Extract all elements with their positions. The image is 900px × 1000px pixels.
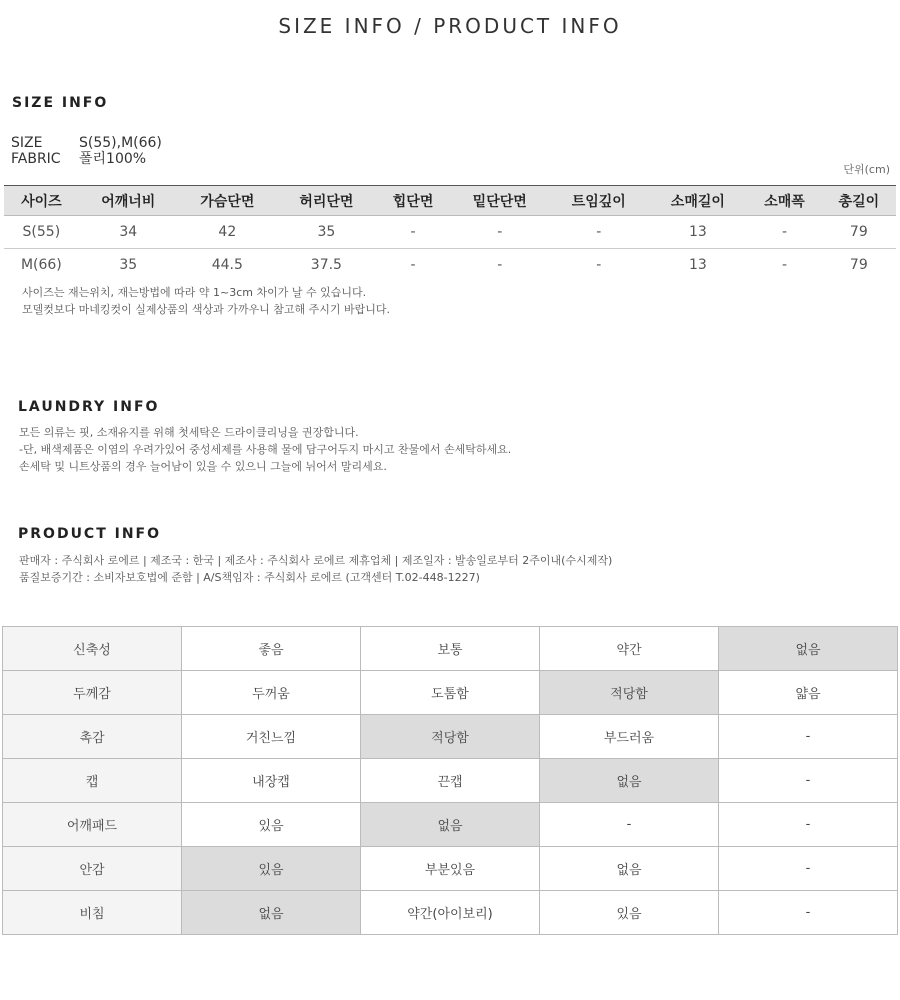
table-row xyxy=(4,216,896,249)
table-cell: 79 xyxy=(849,257,868,273)
laundry-line: -단, 배색제품은 이염의 우려가있어 중성세제를 사용해 물에 담구어두지 마시고 찬물에서 손세탁하세요. xyxy=(19,443,512,456)
col-header: 가슴단면 xyxy=(178,186,277,216)
table-cell: - xyxy=(376,216,450,249)
property-option: 보통 xyxy=(361,627,540,671)
property-label: 안감 xyxy=(3,847,182,891)
property-option: - xyxy=(719,803,898,847)
property-option: 얇음 xyxy=(719,671,898,715)
property-option: - xyxy=(540,803,719,847)
property-option: - xyxy=(719,759,898,803)
property-option: 있음 xyxy=(182,847,361,891)
col-header: 힙단면 xyxy=(376,186,450,216)
laundry-line: 모든 의류는 핏, 소재유지를 위해 첫세탁은 드라이클리닝을 권장합니다. xyxy=(19,426,359,439)
property-option: 있음 xyxy=(182,803,361,847)
col-header: 어깨너비 xyxy=(79,186,178,216)
property-row xyxy=(3,715,898,759)
table-cell: 42 xyxy=(178,216,277,249)
property-label: 비침 xyxy=(3,891,182,935)
property-row xyxy=(3,759,898,803)
table-cell: 34 xyxy=(79,216,178,249)
property-label: 두께감 xyxy=(3,671,182,715)
property-option: 도톰함 xyxy=(361,671,540,715)
product-line: 품질보증기간 : 소비자보호법에 준함 | A/S책임자 : 주식회사 로에르 (고객센터 T.02-448-1227) xyxy=(19,571,480,584)
fabric-label: FABRIC xyxy=(11,151,61,167)
table-cell: - xyxy=(596,257,602,273)
size-row xyxy=(11,135,162,151)
property-option: 적당함 xyxy=(361,715,540,759)
property-row xyxy=(3,847,898,891)
property-option: 있음 xyxy=(540,891,719,935)
col-header: 허리단면 xyxy=(277,186,376,216)
page-title: SIZE INFO / PRODUCT INFO xyxy=(278,14,622,38)
property-option: - xyxy=(719,847,898,891)
property-option: 약간 xyxy=(540,627,719,671)
properties-table xyxy=(2,626,898,935)
laundry-text xyxy=(19,424,511,475)
col-header: 트임깊이 xyxy=(549,186,648,216)
property-option: 부분있음 xyxy=(361,847,540,891)
table-cell: 37.5 xyxy=(310,257,342,273)
property-option: 없음 xyxy=(182,891,361,935)
property-option: 부드러움 xyxy=(540,715,719,759)
laundry-line: 손세탁 및 니트상품의 경우 늘어남이 있을 수 있으니 그늘에 뉘어서 말리세요. xyxy=(19,460,387,473)
property-row xyxy=(3,803,898,847)
table-cell: 44.5 xyxy=(211,257,243,273)
property-row xyxy=(3,891,898,935)
property-label: 신축성 xyxy=(3,627,182,671)
table-cell: - xyxy=(549,216,648,249)
table-cell: M(66) xyxy=(20,257,62,273)
col-header: 사이즈 xyxy=(4,186,79,216)
property-option: 약간(아이보리) xyxy=(361,891,540,935)
property-option: 거친느낌 xyxy=(182,715,361,759)
fabric-value: 폴리100% xyxy=(79,151,147,167)
table-cell: 13 xyxy=(648,216,747,249)
table-cell: 13 xyxy=(688,257,707,273)
size-table xyxy=(4,185,896,281)
table-cell: 35 xyxy=(119,257,138,273)
col-header: 소매길이 xyxy=(648,186,747,216)
table-cell: - xyxy=(450,216,549,249)
property-option: 없음 xyxy=(361,803,540,847)
note-line: 모델컷보다 마네킹컷이 실제상품의 색상과 가까우니 참고해 주시기 바랍니다. xyxy=(22,303,391,316)
property-option: - xyxy=(719,891,898,935)
col-header: 밑단단면 xyxy=(450,186,549,216)
property-option: 좋음 xyxy=(182,627,361,671)
property-option: 적당함 xyxy=(540,671,719,715)
product-line: 판매자 : 주식회사 로에르 | 제조국 : 한국 | 제조사 : 주식회사 로에르 제휴업체 | 제조일자 : 발송일로부터 2주이내(수시제작) xyxy=(19,554,613,567)
table-cell: - xyxy=(410,257,416,273)
table-cell: 79 xyxy=(822,216,896,249)
property-option: - xyxy=(719,715,898,759)
property-option: 없음 xyxy=(540,759,719,803)
property-row xyxy=(3,671,898,715)
fabric-row xyxy=(11,151,146,167)
table-cell: S(55) xyxy=(4,216,79,249)
size-label: SIZE xyxy=(11,135,43,151)
col-header: 소매폭 xyxy=(747,186,821,216)
size-info-title: SIZE INFO xyxy=(12,95,109,111)
property-option: 두꺼움 xyxy=(182,671,361,715)
property-option: 내장캡 xyxy=(182,759,361,803)
property-option: 끈캡 xyxy=(361,759,540,803)
property-row xyxy=(3,627,898,671)
col-header: 총길이 xyxy=(822,186,896,216)
table-row xyxy=(4,249,896,282)
property-label: 어깨패드 xyxy=(3,803,182,847)
table-cell: - xyxy=(497,257,503,273)
note-line: 사이즈는 재는위치, 재는방법에 따라 약 1~3cm 차이가 날 수 있습니다. xyxy=(22,286,367,299)
product-info-title: PRODUCT INFO xyxy=(18,526,162,542)
size-value: S(55),M(66) xyxy=(79,135,162,151)
size-notes xyxy=(22,284,390,318)
table-cell: - xyxy=(782,257,788,273)
table-cell: 35 xyxy=(277,216,376,249)
property-label: 캡 xyxy=(3,759,182,803)
table-cell: - xyxy=(747,216,821,249)
laundry-info-title: LAUNDRY INFO xyxy=(18,399,160,415)
product-text xyxy=(19,552,612,586)
unit-label: 단위(cm) xyxy=(843,163,890,176)
property-option: 없음 xyxy=(540,847,719,891)
size-table-header xyxy=(4,186,896,216)
property-option: 없음 xyxy=(719,627,898,671)
property-label: 촉감 xyxy=(3,715,182,759)
